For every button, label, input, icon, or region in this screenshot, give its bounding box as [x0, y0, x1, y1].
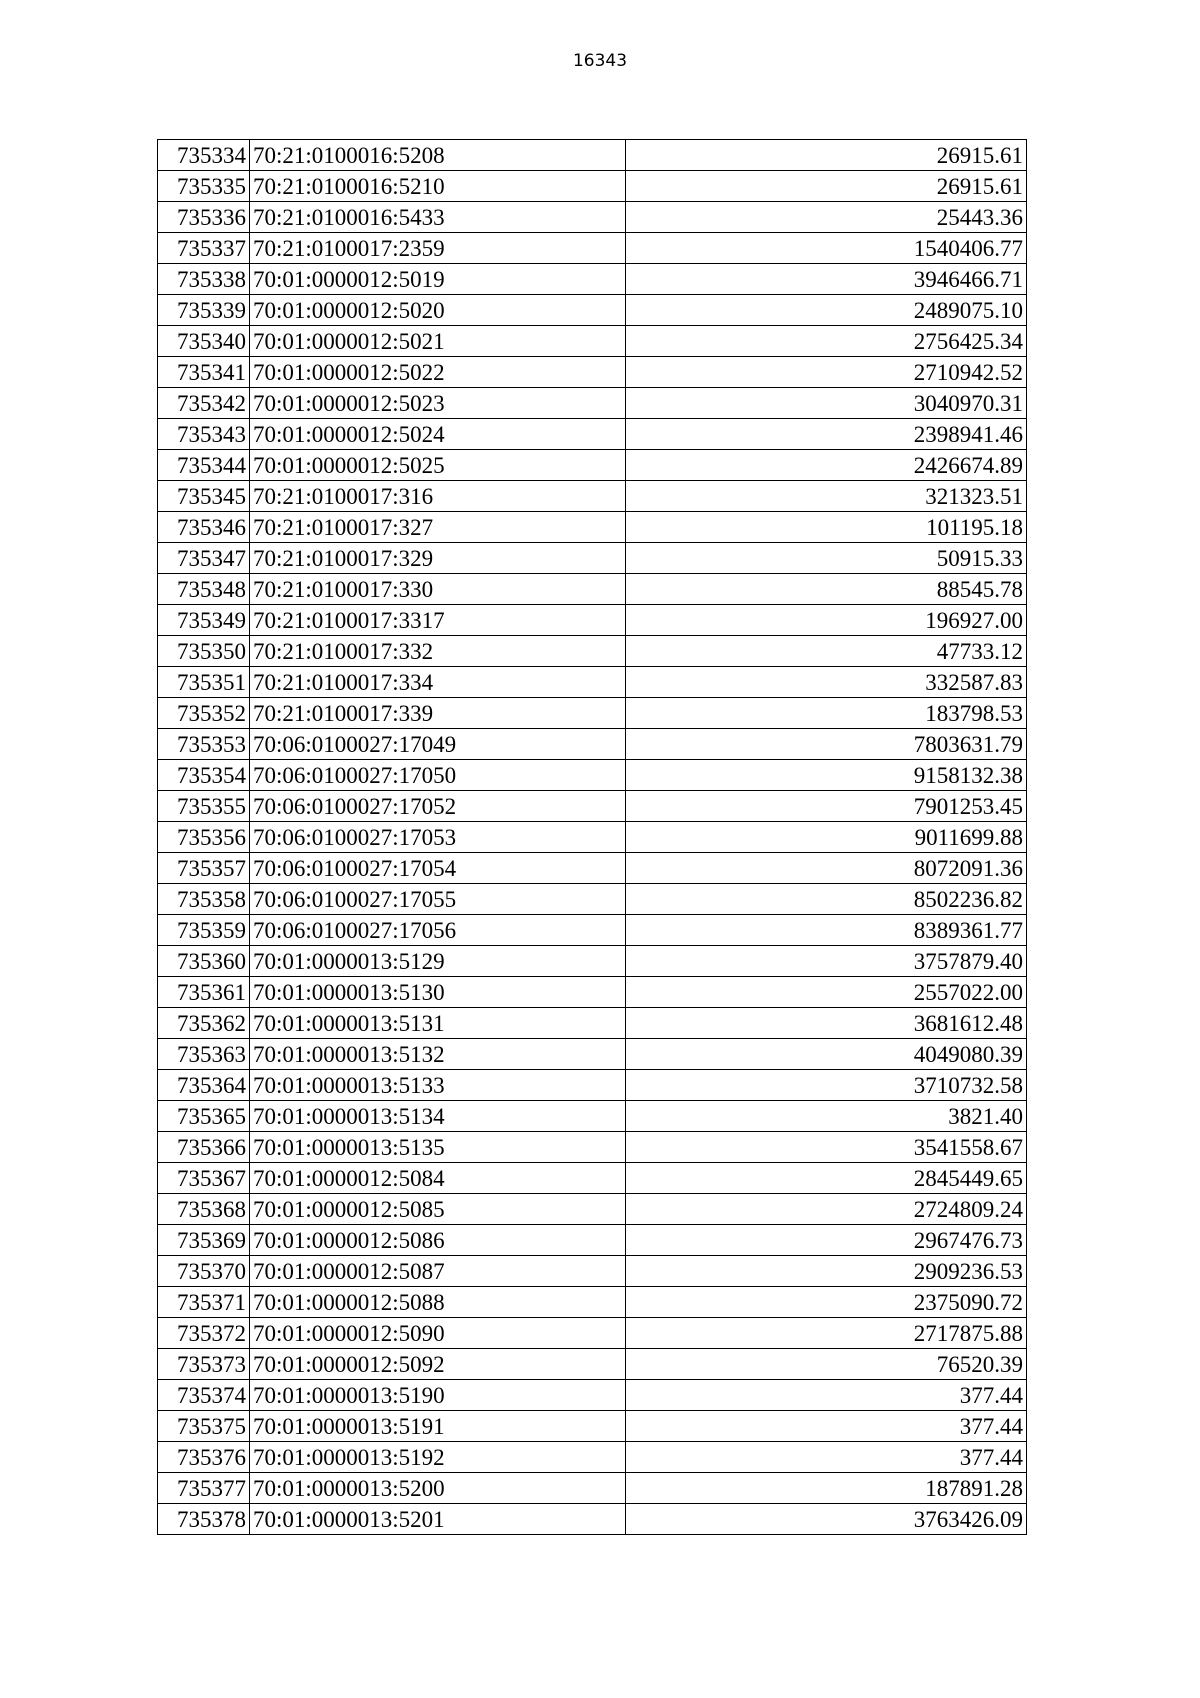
value-cell: 26915.61	[626, 140, 1027, 171]
table-row	[158, 202, 1027, 233]
row-number-cell: 735336	[158, 202, 250, 233]
table-row	[158, 884, 1027, 915]
value-cell: 3681612.48	[626, 1008, 1027, 1039]
cadastral-number-cell: 70:21:0100017:327	[250, 512, 626, 543]
table-row	[158, 1287, 1027, 1318]
row-number-cell: 735366	[158, 1132, 250, 1163]
value-cell: 2489075.10	[626, 295, 1027, 326]
table-row	[158, 326, 1027, 357]
cadastral-number-cell: 70:06:0100027:17052	[250, 791, 626, 822]
value-cell: 3710732.58	[626, 1070, 1027, 1101]
row-number-cell: 735365	[158, 1101, 250, 1132]
table-row	[158, 1163, 1027, 1194]
table-row	[158, 512, 1027, 543]
cadastral-number-cell: 70:01:0000013:5201	[250, 1504, 626, 1535]
value-cell: 7901253.45	[626, 791, 1027, 822]
cadastral-number-cell: 70:21:0100017:334	[250, 667, 626, 698]
page-number: 16343	[572, 51, 628, 71]
value-cell: 2756425.34	[626, 326, 1027, 357]
table-row	[158, 1380, 1027, 1411]
row-number-cell: 735338	[158, 264, 250, 295]
table-row	[158, 698, 1027, 729]
row-number-cell: 735373	[158, 1349, 250, 1380]
table-row	[158, 1318, 1027, 1349]
cadastral-number-cell: 70:06:0100027:17053	[250, 822, 626, 853]
value-cell: 4049080.39	[626, 1039, 1027, 1070]
row-number-cell: 735360	[158, 946, 250, 977]
cadastral-number-cell: 70:21:0100017:3317	[250, 605, 626, 636]
cadastral-number-cell: 70:21:0100017:339	[250, 698, 626, 729]
cadastral-number-cell: 70:21:0100016:5208	[250, 140, 626, 171]
value-cell: 76520.39	[626, 1349, 1027, 1380]
table-row	[158, 760, 1027, 791]
table-row	[158, 636, 1027, 667]
value-cell: 3040970.31	[626, 388, 1027, 419]
row-number-cell: 735362	[158, 1008, 250, 1039]
row-number-cell: 735369	[158, 1225, 250, 1256]
row-number-cell: 735349	[158, 605, 250, 636]
cadastral-number-cell: 70:06:0100027:17050	[250, 760, 626, 791]
cadastral-number-cell: 70:01:0000012:5022	[250, 357, 626, 388]
table-row	[158, 977, 1027, 1008]
cadastral-number-cell: 70:21:0100017:316	[250, 481, 626, 512]
row-number-cell: 735335	[158, 171, 250, 202]
table-row	[158, 264, 1027, 295]
table-row	[158, 1256, 1027, 1287]
row-number-cell: 735363	[158, 1039, 250, 1070]
cadastral-number-cell: 70:01:0000013:5135	[250, 1132, 626, 1163]
cadastral-number-cell: 70:06:0100027:17049	[250, 729, 626, 760]
cadastral-number-cell: 70:01:0000012:5092	[250, 1349, 626, 1380]
register-table	[157, 139, 1027, 1535]
table-row	[158, 295, 1027, 326]
cadastral-number-cell: 70:01:0000013:5131	[250, 1008, 626, 1039]
table-row	[158, 1132, 1027, 1163]
row-number-cell: 735350	[158, 636, 250, 667]
table-row	[158, 543, 1027, 574]
table-row	[158, 481, 1027, 512]
cadastral-number-cell: 70:06:0100027:17054	[250, 853, 626, 884]
row-number-cell: 735345	[158, 481, 250, 512]
cadastral-number-cell: 70:01:0000012:5024	[250, 419, 626, 450]
row-number-cell: 735357	[158, 853, 250, 884]
row-number-cell: 735371	[158, 1287, 250, 1318]
table-row	[158, 946, 1027, 977]
table-row	[158, 1504, 1027, 1535]
table-row	[158, 357, 1027, 388]
value-cell: 321323.51	[626, 481, 1027, 512]
value-cell: 377.44	[626, 1380, 1027, 1411]
table-row	[158, 791, 1027, 822]
row-number-cell: 735355	[158, 791, 250, 822]
value-cell: 196927.00	[626, 605, 1027, 636]
value-cell: 2398941.46	[626, 419, 1027, 450]
cadastral-number-cell: 70:21:0100017:329	[250, 543, 626, 574]
cadastral-number-cell: 70:01:0000013:5191	[250, 1411, 626, 1442]
value-cell: 332587.83	[626, 667, 1027, 698]
cadastral-number-cell: 70:01:0000012:5023	[250, 388, 626, 419]
table-row	[158, 1039, 1027, 1070]
cadastral-number-cell: 70:01:0000013:5130	[250, 977, 626, 1008]
table-row	[158, 1194, 1027, 1225]
value-cell: 1540406.77	[626, 233, 1027, 264]
cadastral-number-cell: 70:01:0000012:5020	[250, 295, 626, 326]
cadastral-number-cell: 70:21:0100017:332	[250, 636, 626, 667]
table-row	[158, 729, 1027, 760]
row-number-cell: 735368	[158, 1194, 250, 1225]
row-number-cell: 735359	[158, 915, 250, 946]
row-number-cell: 735339	[158, 295, 250, 326]
table-body	[158, 140, 1027, 1535]
value-cell: 2909236.53	[626, 1256, 1027, 1287]
row-number-cell: 735352	[158, 698, 250, 729]
value-cell: 101195.18	[626, 512, 1027, 543]
value-cell: 2557022.00	[626, 977, 1027, 1008]
row-number-cell: 735343	[158, 419, 250, 450]
cadastral-number-cell: 70:21:0100016:5210	[250, 171, 626, 202]
table-row	[158, 1473, 1027, 1504]
row-number-cell: 735364	[158, 1070, 250, 1101]
row-number-cell: 735375	[158, 1411, 250, 1442]
cadastral-number-cell: 70:01:0000013:5134	[250, 1101, 626, 1132]
table-row	[158, 171, 1027, 202]
cadastral-number-cell: 70:01:0000012:5085	[250, 1194, 626, 1225]
value-cell: 2426674.89	[626, 450, 1027, 481]
value-cell: 3757879.40	[626, 946, 1027, 977]
value-cell: 377.44	[626, 1442, 1027, 1473]
table-row	[158, 1349, 1027, 1380]
value-cell: 7803631.79	[626, 729, 1027, 760]
cadastral-number-cell: 70:21:0100017:2359	[250, 233, 626, 264]
cadastral-number-cell: 70:01:0000012:5086	[250, 1225, 626, 1256]
table-row	[158, 1070, 1027, 1101]
table-row	[158, 667, 1027, 698]
value-cell: 50915.33	[626, 543, 1027, 574]
table-row	[158, 1411, 1027, 1442]
row-number-cell: 735337	[158, 233, 250, 264]
table-row	[158, 605, 1027, 636]
row-number-cell: 735376	[158, 1442, 250, 1473]
value-cell: 3946466.71	[626, 264, 1027, 295]
value-cell: 2375090.72	[626, 1287, 1027, 1318]
table-row	[158, 388, 1027, 419]
cadastral-number-cell: 70:01:0000012:5088	[250, 1287, 626, 1318]
row-number-cell: 735348	[158, 574, 250, 605]
row-number-cell: 735353	[158, 729, 250, 760]
row-number-cell: 735354	[158, 760, 250, 791]
row-number-cell: 735372	[158, 1318, 250, 1349]
value-cell: 2967476.73	[626, 1225, 1027, 1256]
value-cell: 2717875.88	[626, 1318, 1027, 1349]
cadastral-number-cell: 70:01:0000012:5025	[250, 450, 626, 481]
table-row	[158, 1225, 1027, 1256]
row-number-cell: 735340	[158, 326, 250, 357]
row-number-cell: 735358	[158, 884, 250, 915]
table-row	[158, 1442, 1027, 1473]
cadastral-number-cell: 70:01:0000013:5133	[250, 1070, 626, 1101]
cadastral-number-cell: 70:01:0000012:5021	[250, 326, 626, 357]
value-cell: 2710942.52	[626, 357, 1027, 388]
cadastral-number-cell: 70:01:0000013:5132	[250, 1039, 626, 1070]
cadastral-number-cell: 70:01:0000013:5192	[250, 1442, 626, 1473]
cadastral-number-cell: 70:06:0100027:17055	[250, 884, 626, 915]
cadastral-number-cell: 70:01:0000012:5090	[250, 1318, 626, 1349]
value-cell: 3821.40	[626, 1101, 1027, 1132]
row-number-cell: 735370	[158, 1256, 250, 1287]
table-row	[158, 574, 1027, 605]
cadastral-number-cell: 70:01:0000013:5200	[250, 1473, 626, 1504]
value-cell: 183798.53	[626, 698, 1027, 729]
row-number-cell: 735378	[158, 1504, 250, 1535]
value-cell: 26915.61	[626, 171, 1027, 202]
value-cell: 8072091.36	[626, 853, 1027, 884]
value-cell: 25443.36	[626, 202, 1027, 233]
row-number-cell: 735334	[158, 140, 250, 171]
table-row	[158, 419, 1027, 450]
table-row	[158, 233, 1027, 264]
row-number-cell: 735367	[158, 1163, 250, 1194]
row-number-cell: 735361	[158, 977, 250, 1008]
row-number-cell: 735344	[158, 450, 250, 481]
value-cell: 3541558.67	[626, 1132, 1027, 1163]
table-row	[158, 140, 1027, 171]
table-row	[158, 1008, 1027, 1039]
row-number-cell: 735342	[158, 388, 250, 419]
cadastral-number-cell: 70:01:0000013:5190	[250, 1380, 626, 1411]
value-cell: 47733.12	[626, 636, 1027, 667]
row-number-cell: 735377	[158, 1473, 250, 1504]
table-row	[158, 822, 1027, 853]
cadastral-number-cell: 70:21:0100016:5433	[250, 202, 626, 233]
value-cell: 8389361.77	[626, 915, 1027, 946]
table-row	[158, 450, 1027, 481]
value-cell: 2845449.65	[626, 1163, 1027, 1194]
cadastral-number-cell: 70:01:0000012:5087	[250, 1256, 626, 1287]
cadastral-number-cell: 70:01:0000012:5019	[250, 264, 626, 295]
value-cell: 2724809.24	[626, 1194, 1027, 1225]
cadastral-number-cell: 70:06:0100027:17056	[250, 915, 626, 946]
table-row	[158, 853, 1027, 884]
value-cell: 9158132.38	[626, 760, 1027, 791]
table-row	[158, 915, 1027, 946]
row-number-cell: 735356	[158, 822, 250, 853]
value-cell: 377.44	[626, 1411, 1027, 1442]
cadastral-number-cell: 70:01:0000013:5129	[250, 946, 626, 977]
value-cell: 88545.78	[626, 574, 1027, 605]
table-row	[158, 1101, 1027, 1132]
row-number-cell: 735347	[158, 543, 250, 574]
value-cell: 9011699.88	[626, 822, 1027, 853]
value-cell: 8502236.82	[626, 884, 1027, 915]
cadastral-number-cell: 70:01:0000012:5084	[250, 1163, 626, 1194]
row-number-cell: 735351	[158, 667, 250, 698]
row-number-cell: 735374	[158, 1380, 250, 1411]
cadastral-number-cell: 70:21:0100017:330	[250, 574, 626, 605]
row-number-cell: 735341	[158, 357, 250, 388]
value-cell: 3763426.09	[626, 1504, 1027, 1535]
row-number-cell: 735346	[158, 512, 250, 543]
value-cell: 187891.28	[626, 1473, 1027, 1504]
